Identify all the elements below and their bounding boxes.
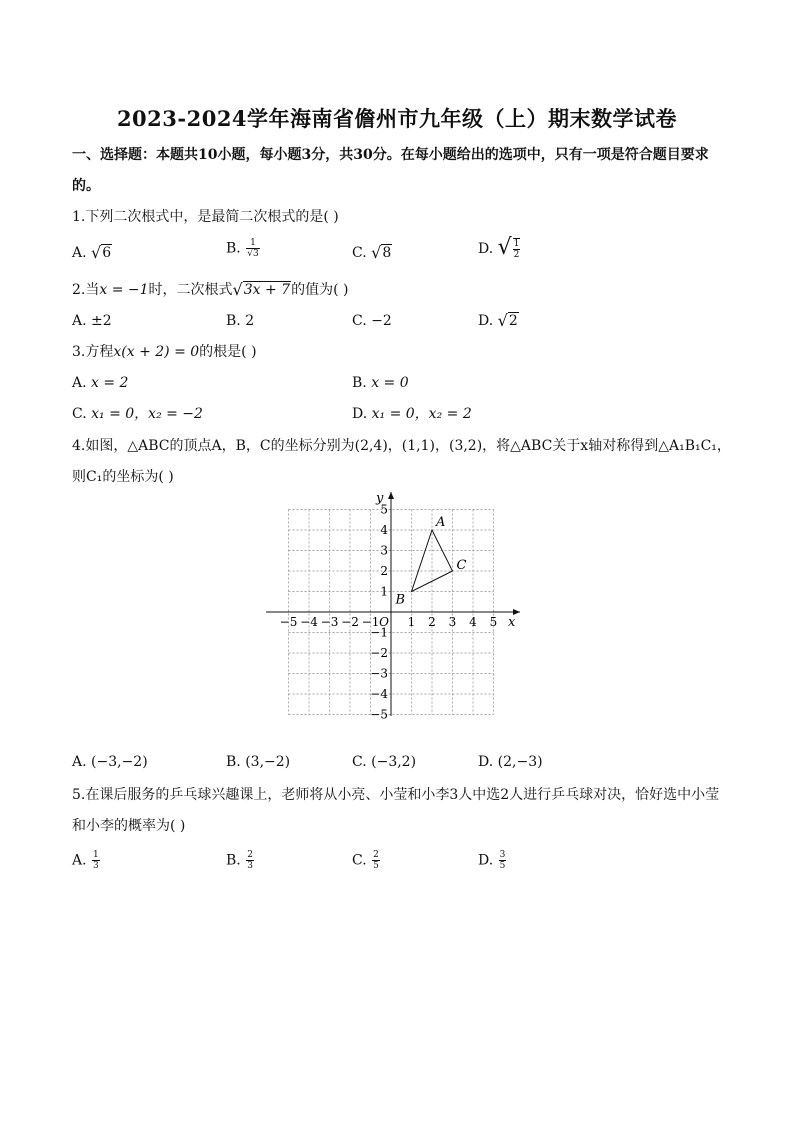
coordinate-figure <box>262 488 532 720</box>
q3-option-d[interactable]: D. x₁ = 0，x₂ = 2 <box>352 406 472 422</box>
origin-label: O <box>379 615 389 629</box>
section-heading: 一、选择题：本题共10小题，每小题3分，共30分。在每小题给出的选项中，只有一项是符合题目要求 <box>72 147 709 163</box>
vertex-label-a: A <box>436 515 446 530</box>
option-label: C. <box>352 245 367 261</box>
q3-stem: 3.方程x(x + 2) = 0的根是( ) <box>72 344 257 360</box>
q1-option-d[interactable] <box>478 235 521 260</box>
q4-option-c[interactable]: C. (−3,2) <box>352 754 417 770</box>
q2-stem: 2.当x = −1时，二次根式√3x + 7的值为( ) <box>72 280 349 299</box>
q3-option-c[interactable]: C. x₁ = 0，x₂ = −2 <box>72 406 203 422</box>
q5-option-b[interactable]: B. $\frac{2}{3}$ <box>226 850 253 871</box>
y-tick-label: 3 <box>380 543 388 558</box>
q4-stem-line2: 则C₁的坐标为( ) <box>72 469 174 485</box>
vertex-label-c: C <box>456 558 467 573</box>
y-tick-label: −4 <box>370 687 388 701</box>
x-tick-label: 2 <box>428 615 436 629</box>
sqrt-expression: √6 <box>91 243 112 262</box>
x-tick-label: −1 <box>361 615 380 629</box>
y-tick-label: 2 <box>380 564 388 578</box>
q5-option-c[interactable]: C. $\frac{2}{5}$ <box>352 850 379 871</box>
x-tick-label: 1 <box>407 615 416 629</box>
option-label: A. <box>72 245 87 261</box>
q5-stem-line2: 和小李的概率为( ) <box>72 818 186 834</box>
q2-option-c[interactable]: C. −2 <box>352 313 392 329</box>
axes <box>266 491 520 716</box>
q2-option-d[interactable]: D. √2 <box>478 311 518 330</box>
x-tick-label: −4 <box>300 615 318 629</box>
y-tick-label: 5 <box>380 502 388 517</box>
q4-option-a[interactable]: A. (−3,−2) <box>72 754 148 770</box>
section-heading-cont: 的。 <box>72 178 100 194</box>
q4-option-b[interactable]: B. (3,−2) <box>226 754 291 770</box>
q5-stem-line1: 5.在课后服务的乒乓球兴趣课上，老师将从小亮、小莹和小李3人中选2人进行乒乓球对决，恰好选中小莹 <box>72 787 720 803</box>
page-title: 2023-2024学年海南省儋州市九年级（上）期末数学试卷 <box>116 106 678 131</box>
x-axis-label: x <box>508 615 516 630</box>
sqrt-fraction: √ $\frac{1}{2}$ <box>497 235 520 260</box>
q1-option-c[interactable] <box>352 243 392 263</box>
vertex-label-b: B <box>395 592 406 608</box>
y-tick-label: 4 <box>380 523 388 537</box>
x-tick-label: −5 <box>279 615 298 629</box>
y-tick-label: −3 <box>370 666 388 681</box>
triangle-abc <box>395 515 467 608</box>
y-tick-label: −5 <box>370 707 388 720</box>
y-tick-label: 1 <box>380 584 388 599</box>
y-tick-label: −2 <box>370 646 388 660</box>
q5-option-d[interactable]: D. $\frac{3}{5}$ <box>478 850 506 871</box>
option-label: D. <box>478 241 494 257</box>
q1-stem: 1.下列二次根式中，是最简二次根式的是( ) <box>72 209 339 225</box>
x-tick-label: 5 <box>489 615 498 629</box>
q5-option-a[interactable]: A. $\frac{1}{3}$ <box>72 850 99 871</box>
fraction: $\frac{1}{√3}$ <box>247 238 259 259</box>
x-tick-label: 4 <box>469 615 477 629</box>
tick-labels <box>280 503 498 721</box>
q1-option-b[interactable] <box>226 238 261 259</box>
q1-option-a[interactable] <box>72 243 112 263</box>
x-tick-label: −3 <box>320 615 339 629</box>
q2-option-a[interactable]: A. ±2 <box>72 313 112 329</box>
sqrt-expression: √8 <box>371 243 392 262</box>
option-label: B. <box>226 240 241 257</box>
q4-option-d[interactable]: D. (2,−3) <box>478 754 543 770</box>
q3-option-a[interactable]: A. x = 2 <box>72 375 129 391</box>
x-tick-label: 3 <box>448 615 457 629</box>
q2-option-b[interactable]: B. 2 <box>226 313 255 329</box>
q3-option-b[interactable]: B. x = 0 <box>352 375 409 391</box>
y-tick-label: −1 <box>370 625 388 640</box>
x-tick-label: −2 <box>341 615 359 629</box>
y-axis-label: y <box>376 491 384 506</box>
y-axis-arrow <box>388 492 394 499</box>
q4-stem-line1: 4.如图，△ABC的顶点A，B，C的坐标分别为(2,4)，(1,1)，(3,2)，将△ABC关于x轴对称得到△A₁B₁C₁， <box>72 438 731 454</box>
